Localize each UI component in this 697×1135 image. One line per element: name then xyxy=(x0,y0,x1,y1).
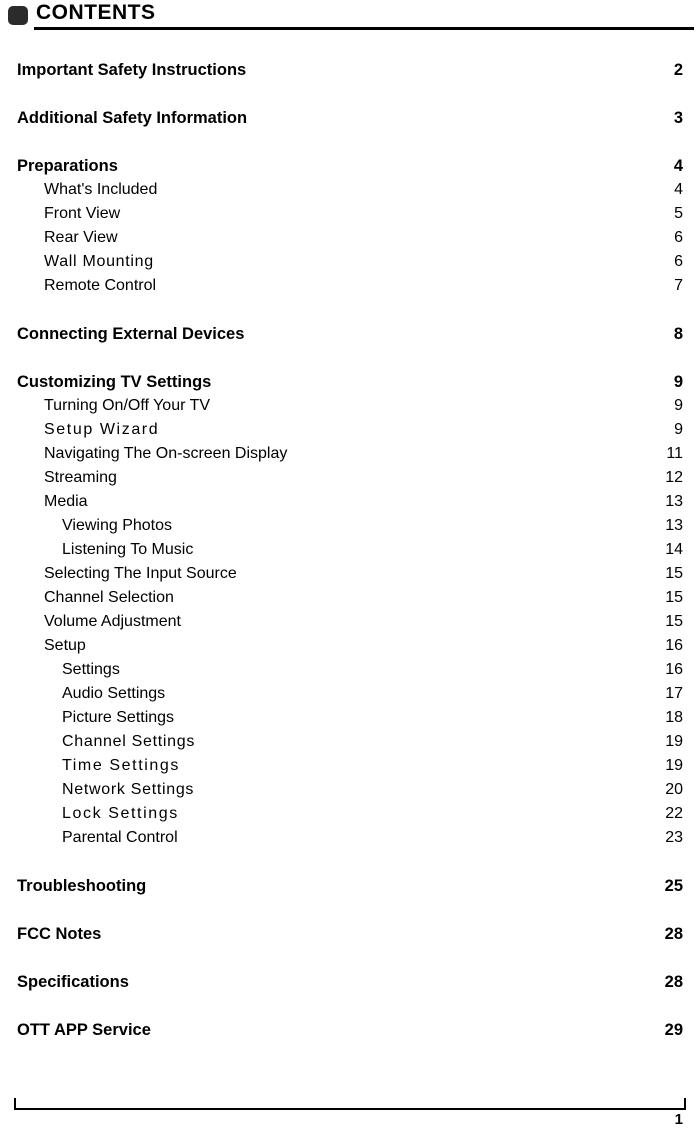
page-header xyxy=(0,0,697,30)
toc-entry-label: Troubleshooting xyxy=(17,877,147,895)
toc-entry-label: Media xyxy=(44,493,88,510)
toc-entry-page: 25 xyxy=(664,877,683,895)
toc-entry[interactable] xyxy=(0,490,697,514)
toc-entry-label: Remote Control xyxy=(44,277,157,294)
toc-spacer xyxy=(0,346,697,370)
toc-entry-page: 6 xyxy=(674,229,683,246)
toc-entry-page: 16 xyxy=(665,637,683,654)
toc-entry-label: Lock Settings xyxy=(62,805,179,822)
toc-entry[interactable] xyxy=(0,58,697,82)
toc-entry[interactable] xyxy=(0,538,697,562)
toc-entry-label: Audio Settings xyxy=(62,685,166,702)
toc-entry[interactable] xyxy=(0,418,697,442)
toc-entry-label: Listening To Music xyxy=(62,541,194,558)
header-divider xyxy=(34,27,694,30)
toc-entry-label: Channel Settings xyxy=(62,733,196,750)
toc-entry[interactable] xyxy=(0,370,697,394)
toc-entry-label: Viewing Photos xyxy=(62,517,172,534)
toc-entry-page: 19 xyxy=(665,757,683,774)
toc-entry-label: Front View xyxy=(44,205,121,222)
toc-entry[interactable] xyxy=(0,730,697,754)
toc-entry[interactable] xyxy=(0,970,697,994)
toc-entry-page: 20 xyxy=(665,781,683,798)
toc-entry-label: Connecting External Devices xyxy=(17,325,245,343)
toc-entry-page: 6 xyxy=(674,253,683,270)
toc-entry-page: 3 xyxy=(673,109,683,127)
toc-entry-page: 8 xyxy=(673,325,683,343)
toc-entry-label: Specifications xyxy=(17,973,129,991)
toc-entry-label: Customizing TV Settings xyxy=(17,373,212,391)
toc-entry-label: Streaming xyxy=(44,469,117,486)
toc-entry-page: 19 xyxy=(665,733,683,750)
toc-entry-page: 18 xyxy=(665,709,683,726)
toc-entry[interactable] xyxy=(0,610,697,634)
toc-entry-page: 16 xyxy=(665,661,683,678)
toc-entry[interactable] xyxy=(0,586,697,610)
toc-spacer xyxy=(0,130,697,154)
toc-entry[interactable] xyxy=(0,154,697,178)
toc-entry-page: 17 xyxy=(665,685,683,702)
toc-entry-page: 9 xyxy=(673,373,683,391)
toc-entry-page: 2 xyxy=(673,61,683,79)
toc-entry[interactable] xyxy=(0,874,697,898)
toc-entry[interactable] xyxy=(0,466,697,490)
toc-entry-label: Preparations xyxy=(17,157,118,175)
toc-entry[interactable] xyxy=(0,634,697,658)
rounded-square-bullet-icon xyxy=(8,6,28,25)
toc-entry-label: Setup Wizard xyxy=(44,421,160,438)
toc-entry-label: Parental Control xyxy=(62,829,178,846)
toc-entry[interactable] xyxy=(0,274,697,298)
toc-entry[interactable] xyxy=(0,202,697,226)
toc-entry[interactable] xyxy=(0,1018,697,1042)
toc-entry-label: Wall Mounting xyxy=(44,253,154,270)
toc-entry[interactable] xyxy=(0,706,697,730)
toc-entry-label: Selecting The Input Source xyxy=(44,565,237,582)
toc-entry-page: 15 xyxy=(665,613,683,630)
toc-entry-page: 4 xyxy=(674,181,683,198)
toc-entry-page: 22 xyxy=(665,805,683,822)
toc-entry[interactable] xyxy=(0,322,697,346)
toc-entry-label: Picture Settings xyxy=(62,709,175,726)
toc-spacer xyxy=(0,82,697,106)
toc-entry-label: Navigating The On-screen Display xyxy=(44,445,288,462)
toc-spacer xyxy=(0,946,697,970)
toc-entry[interactable] xyxy=(0,442,697,466)
toc-entry-page: 14 xyxy=(665,541,683,558)
toc-entry-page: 4 xyxy=(673,157,683,175)
page-title: CONTENTS xyxy=(36,1,156,24)
toc-entry[interactable] xyxy=(0,802,697,826)
toc-spacer xyxy=(0,898,697,922)
toc-entry-page: 5 xyxy=(674,205,683,222)
footer-divider xyxy=(14,1108,686,1110)
toc-entry[interactable] xyxy=(0,250,697,274)
toc-entry-label: OTT APP Service xyxy=(17,1021,151,1039)
toc-entry-label: Volume Adjustment xyxy=(44,613,181,630)
toc-entry-page: 13 xyxy=(665,517,683,534)
table-of-contents xyxy=(0,58,697,1042)
toc-entry[interactable] xyxy=(0,658,697,682)
toc-entry-label: Additional Safety Information xyxy=(17,109,248,127)
toc-spacer xyxy=(0,850,697,874)
toc-entry[interactable] xyxy=(0,106,697,130)
toc-entry-label: Network Settings xyxy=(62,781,195,798)
toc-entry[interactable] xyxy=(0,826,697,850)
toc-entry-label: Important Safety Instructions xyxy=(17,61,247,79)
toc-entry-label: FCC Notes xyxy=(17,925,102,943)
toc-entry[interactable] xyxy=(0,178,697,202)
toc-entry-label: Channel Selection xyxy=(44,589,174,606)
toc-entry-page: 9 xyxy=(674,421,683,438)
toc-entry-label: Settings xyxy=(62,661,120,678)
toc-entry-label: What's Included xyxy=(44,181,158,198)
toc-entry[interactable] xyxy=(0,754,697,778)
toc-entry[interactable] xyxy=(0,682,697,706)
toc-entry-page: 12 xyxy=(665,469,683,486)
toc-entry-page: 11 xyxy=(666,445,683,462)
toc-entry-page: 28 xyxy=(664,973,683,991)
toc-entry[interactable] xyxy=(0,562,697,586)
toc-entry[interactable] xyxy=(0,778,697,802)
toc-entry-label: Turning On/Off Your TV xyxy=(44,397,211,414)
toc-entry[interactable] xyxy=(0,394,697,418)
toc-entry-page: 23 xyxy=(665,829,683,846)
toc-entry[interactable] xyxy=(0,922,697,946)
toc-entry-label: Time Settings xyxy=(62,757,181,774)
toc-entry-page: 29 xyxy=(664,1021,683,1039)
toc-entry-page: 15 xyxy=(665,565,683,582)
toc-entry-label: Setup xyxy=(44,637,86,654)
toc-spacer xyxy=(0,994,697,1018)
toc-entry-label: Rear View xyxy=(44,229,118,246)
toc-spacer xyxy=(0,298,697,322)
toc-entry-page: 7 xyxy=(674,277,683,294)
toc-entry[interactable] xyxy=(0,514,697,538)
page-number: 1 xyxy=(674,1111,683,1128)
footer-tick-right xyxy=(684,1098,686,1110)
toc-entry-page: 15 xyxy=(665,589,683,606)
toc-entry-page: 13 xyxy=(665,493,683,510)
toc-entry-page: 9 xyxy=(674,397,683,414)
toc-entry[interactable] xyxy=(0,226,697,250)
toc-entry-page: 28 xyxy=(664,925,683,943)
